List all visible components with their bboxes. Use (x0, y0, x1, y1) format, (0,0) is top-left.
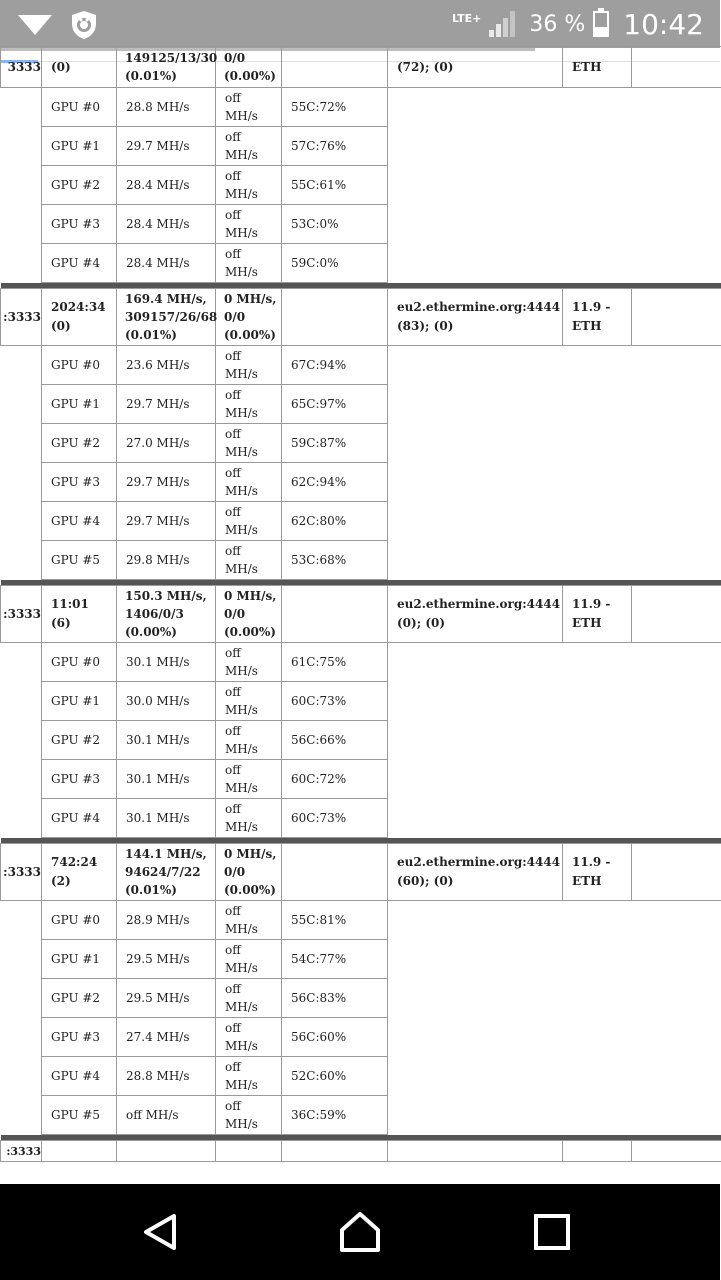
gpu-name: GPU #2 (42, 721, 117, 760)
empty-cell (388, 1141, 563, 1162)
gpu-hashrate: 30.1 MH/s (117, 721, 216, 760)
gpu-secondary-hashrate: off MH/s (216, 760, 282, 799)
gpu-name: GPU #1 (42, 127, 117, 166)
empty-cell (388, 205, 721, 244)
empty-cell (632, 586, 721, 643)
gpu-temp-fan: 62C:80% (282, 502, 388, 541)
empty-cell (563, 1141, 632, 1162)
gpu-row (1, 205, 721, 244)
rig-secondary-hashrate: 0 MH/s, 0/0 (0.00%) (216, 844, 282, 901)
empty-cell (388, 88, 721, 127)
gpu-hashrate: 29.7 MH/s (117, 127, 216, 166)
indent-cell (1, 979, 42, 1018)
gpu-secondary-hashrate: off MH/s (216, 940, 282, 979)
empty-cell (282, 1141, 388, 1162)
battery-icon (593, 11, 609, 37)
gpu-hashrate: 29.5 MH/s (117, 979, 216, 1018)
gpu-hashrate: 29.7 MH/s (117, 463, 216, 502)
rig-uptime: 742:24 (2) (42, 844, 117, 901)
gpu-temp-fan: 60C:72% (282, 760, 388, 799)
home-icon[interactable] (336, 1208, 384, 1256)
empty-cell (388, 166, 721, 205)
gpu-row (1, 682, 721, 721)
gpu-name: GPU #1 (42, 940, 117, 979)
gpu-name: GPU #0 (42, 346, 117, 385)
gpu-name: GPU #0 (42, 643, 117, 682)
gpu-secondary-hashrate: off MH/s (216, 244, 282, 283)
battery-percent: 36 % (529, 11, 586, 37)
gpu-temp-fan: 55C:61% (282, 166, 388, 205)
rig-uptime: (0) (42, 47, 117, 88)
gpu-secondary-hashrate: off MH/s (216, 799, 282, 838)
gpu-secondary-hashrate: off MH/s (216, 385, 282, 424)
gpu-row (1, 166, 721, 205)
indent-cell (1, 385, 42, 424)
gpu-row (1, 463, 721, 502)
gpu-hashrate: 28.8 MH/s (117, 1057, 216, 1096)
indent-cell (1, 760, 42, 799)
empty-cell (388, 541, 721, 580)
empty-cell (388, 463, 721, 502)
gpu-hashrate: 29.7 MH/s (117, 385, 216, 424)
gpu-row (1, 127, 721, 166)
gpu-temp-fan: 55C:81% (282, 901, 388, 940)
miners-table-body (1, 47, 721, 1162)
gpu-temp-fan: 56C:83% (282, 979, 388, 1018)
gpu-secondary-hashrate: off MH/s (216, 1018, 282, 1057)
gpu-row (1, 799, 721, 838)
empty-cell (632, 1141, 721, 1162)
empty-cell (117, 1141, 216, 1162)
gpu-temp-fan: 54C:77% (282, 940, 388, 979)
miner-version: 11.9 - ETH (563, 844, 632, 901)
gpu-secondary-hashrate: off MH/s (216, 502, 282, 541)
rig-secondary-hashrate: 0 MH/s, 0/0 (0.00%) (216, 289, 282, 346)
gpu-name: GPU #4 (42, 799, 117, 838)
rig-address[interactable]: :3333 (1, 289, 42, 346)
gpu-temp-fan: 36C:59% (282, 1096, 388, 1135)
pool-address[interactable]: eu2.ethermine.org:4444 (0); (0) (388, 586, 563, 643)
gpu-hashrate: 28.9 MH/s (117, 901, 216, 940)
empty-cell (388, 385, 721, 424)
gpu-row (1, 1018, 721, 1057)
gpu-hashrate: 27.4 MH/s (117, 1018, 216, 1057)
gpu-hashrate: off MH/s (117, 1096, 216, 1135)
indent-cell (1, 1096, 42, 1135)
gpu-name: GPU #3 (42, 1018, 117, 1057)
empty-cell (216, 1141, 282, 1162)
rig-address[interactable]: :3333 (1, 586, 42, 643)
rig-temps (282, 47, 388, 88)
gpu-hashrate: 28.8 MH/s (117, 88, 216, 127)
gpu-name: GPU #3 (42, 463, 117, 502)
gpu-secondary-hashrate: off MH/s (216, 127, 282, 166)
empty-cell (632, 47, 721, 88)
network-type: LTE+ (451, 11, 482, 25)
gpu-hashrate: 28.4 MH/s (117, 166, 216, 205)
empty-cell (388, 979, 721, 1018)
indent-cell (1, 721, 42, 760)
rig-uptime: 2024:34 (0) (42, 289, 117, 346)
gpu-name: GPU #2 (42, 424, 117, 463)
miner-version: ETH (563, 47, 632, 88)
gpu-row (1, 424, 721, 463)
indent-cell (1, 346, 42, 385)
indent-cell (1, 244, 42, 283)
gpu-temp-fan: 59C:87% (282, 424, 388, 463)
indent-cell (1, 463, 42, 502)
gpu-temp-fan: 56C:66% (282, 721, 388, 760)
rig-summary-row (1, 586, 721, 643)
indent-cell (1, 502, 42, 541)
rig-hashrate: 144.1 MH/s, 94624/7/22 (0.01%) (117, 844, 216, 901)
gpu-name: GPU #5 (42, 1096, 117, 1135)
gpu-name: GPU #5 (42, 541, 117, 580)
gpu-name: GPU #3 (42, 205, 117, 244)
gpu-temp-fan: 52C:60% (282, 1057, 388, 1096)
square-icon[interactable] (528, 1208, 576, 1256)
rig-hashrate: 150.3 MH/s, 1406/0/3 (0.00%) (117, 586, 216, 643)
pool-address[interactable]: (72); (0) (388, 47, 563, 88)
gpu-name: GPU #2 (42, 166, 117, 205)
gpu-hashrate: 27.0 MH/s (117, 424, 216, 463)
rig-summary-row (1, 289, 721, 346)
miners-table (0, 46, 721, 1162)
rig-address[interactable]: :3333 (1, 1141, 42, 1162)
gpu-secondary-hashrate: off MH/s (216, 541, 282, 580)
rig-address[interactable]: :3333 (1, 844, 42, 901)
gpu-temp-fan: 56C:60% (282, 1018, 388, 1057)
rig-temps (282, 844, 388, 901)
gpu-row (1, 643, 721, 682)
empty-cell (388, 721, 721, 760)
rig-summary-row (1, 1141, 721, 1162)
indent-cell (1, 1018, 42, 1057)
indent-cell (1, 901, 42, 940)
gpu-hashrate: 29.8 MH/s (117, 541, 216, 580)
indent-cell (1, 541, 42, 580)
empty-cell (388, 502, 721, 541)
gpu-secondary-hashrate: off MH/s (216, 463, 282, 502)
navigation-bar (0, 1184, 720, 1280)
rig-uptime: 11:01 (6) (42, 586, 117, 643)
empty-cell (632, 844, 721, 901)
gpu-hashrate: 30.0 MH/s (117, 682, 216, 721)
status-bar-left (18, 10, 98, 40)
rig-secondary-hashrate: 0 MH/s, 0/0 (0.00%) (216, 586, 282, 643)
gpu-row (1, 1057, 721, 1096)
indent-cell (1, 940, 42, 979)
gpu-name: GPU #2 (42, 979, 117, 1018)
gpu-temp-fan: 53C:68% (282, 541, 388, 580)
gpu-secondary-hashrate: off MH/s (216, 88, 282, 127)
gpu-name: GPU #0 (42, 88, 117, 127)
gpu-row (1, 502, 721, 541)
status-bar (0, 0, 720, 48)
gpu-hashrate: 28.4 MH/s (117, 244, 216, 283)
gpu-row (1, 979, 721, 1018)
gpu-row (1, 244, 721, 283)
indent-cell (1, 1057, 42, 1096)
rig-hashrate: 169.4 MH/s, 309157/26/68 (0.01%) (117, 289, 216, 346)
gpu-secondary-hashrate: off MH/s (216, 1096, 282, 1135)
gpu-secondary-hashrate: off MH/s (216, 205, 282, 244)
empty-cell (388, 1018, 721, 1057)
gpu-hashrate: 30.1 MH/s (117, 760, 216, 799)
gpu-row (1, 346, 721, 385)
gpu-secondary-hashrate: off MH/s (216, 721, 282, 760)
indent-cell (1, 643, 42, 682)
miner-version: 11.9 - ETH (563, 289, 632, 346)
rig-summary-row (1, 47, 721, 88)
gpu-row (1, 901, 721, 940)
status-bar-right (452, 0, 704, 48)
gpu-hashrate: 29.7 MH/s (117, 502, 216, 541)
indent-cell (1, 205, 42, 244)
indent-cell (1, 424, 42, 463)
gpu-row (1, 721, 721, 760)
clock: 10:42 (623, 7, 704, 41)
indent-cell (1, 682, 42, 721)
empty-cell (632, 289, 721, 346)
gpu-secondary-hashrate: off MH/s (216, 901, 282, 940)
empty-cell (388, 643, 721, 682)
gpu-row (1, 385, 721, 424)
gpu-temp-fan: 61C:75% (282, 643, 388, 682)
gpu-temp-fan: 62C:94% (282, 463, 388, 502)
gpu-secondary-hashrate: off MH/s (216, 346, 282, 385)
gpu-temp-fan: 67C:94% (282, 346, 388, 385)
gpu-secondary-hashrate: off MH/s (216, 643, 282, 682)
page-content[interactable] (0, 51, 720, 1176)
gpu-hashrate: 29.5 MH/s (117, 940, 216, 979)
gpu-row (1, 940, 721, 979)
empty-cell (388, 424, 721, 463)
empty-cell (42, 1141, 117, 1162)
empty-cell (388, 940, 721, 979)
gpu-temp-fan: 65C:97% (282, 385, 388, 424)
empty-cell (388, 127, 721, 166)
gpu-temp-fan: 55C:72% (282, 88, 388, 127)
empty-cell (388, 799, 721, 838)
empty-cell (388, 1096, 721, 1135)
pool-address[interactable]: eu2.ethermine.org:4444 (83); (0) (388, 289, 563, 346)
gpu-name: GPU #0 (42, 901, 117, 940)
indent-cell (1, 799, 42, 838)
gpu-hashrate: 23.6 MH/s (117, 346, 216, 385)
gpu-name: GPU #4 (42, 244, 117, 283)
pool-address[interactable]: eu2.ethermine.org:4444 (60); (0) (388, 844, 563, 901)
gpu-hashrate: 30.1 MH/s (117, 643, 216, 682)
gpu-row (1, 760, 721, 799)
gpu-secondary-hashrate: off MH/s (216, 682, 282, 721)
rig-summary-row (1, 844, 721, 901)
gpu-secondary-hashrate: off MH/s (216, 1057, 282, 1096)
signal-bars-icon (489, 11, 515, 37)
miner-version: 11.9 - ETH (563, 586, 632, 643)
gpu-row (1, 541, 721, 580)
gpu-name: GPU #4 (42, 1057, 117, 1096)
shield-icon[interactable] (70, 10, 98, 40)
gpu-hashrate: 30.1 MH/s (117, 799, 216, 838)
gpu-temp-fan: 60C:73% (282, 799, 388, 838)
empty-cell (388, 682, 721, 721)
gpu-name: GPU #1 (42, 682, 117, 721)
back-triangle-icon[interactable] (136, 1208, 184, 1256)
gpu-row (1, 88, 721, 127)
gpu-name: GPU #4 (42, 502, 117, 541)
gpu-temp-fan: 59C:0% (282, 244, 388, 283)
indent-cell (1, 88, 42, 127)
empty-cell (388, 1057, 721, 1096)
gpu-name: GPU #1 (42, 385, 117, 424)
empty-cell (388, 760, 721, 799)
empty-cell (388, 346, 721, 385)
gpu-name: GPU #3 (42, 760, 117, 799)
rig-temps (282, 289, 388, 346)
triangle-down-icon[interactable] (18, 15, 52, 35)
gpu-secondary-hashrate: off MH/s (216, 166, 282, 205)
rig-temps (282, 586, 388, 643)
gpu-temp-fan: 53C:0% (282, 205, 388, 244)
gpu-temp-fan: 60C:73% (282, 682, 388, 721)
empty-cell (388, 901, 721, 940)
rig-secondary-hashrate: 0/0 (0.00%) (216, 47, 282, 88)
empty-cell (388, 244, 721, 283)
gpu-hashrate: 28.4 MH/s (117, 205, 216, 244)
indent-cell (1, 127, 42, 166)
gpu-row (1, 1096, 721, 1135)
gpu-secondary-hashrate: off MH/s (216, 979, 282, 1018)
gpu-temp-fan: 57C:76% (282, 127, 388, 166)
rig-hashrate: 149125/13/30 (0.01%) (117, 47, 216, 88)
indent-cell (1, 166, 42, 205)
gpu-secondary-hashrate: off MH/s (216, 424, 282, 463)
rig-address[interactable]: 3333 (1, 47, 42, 88)
